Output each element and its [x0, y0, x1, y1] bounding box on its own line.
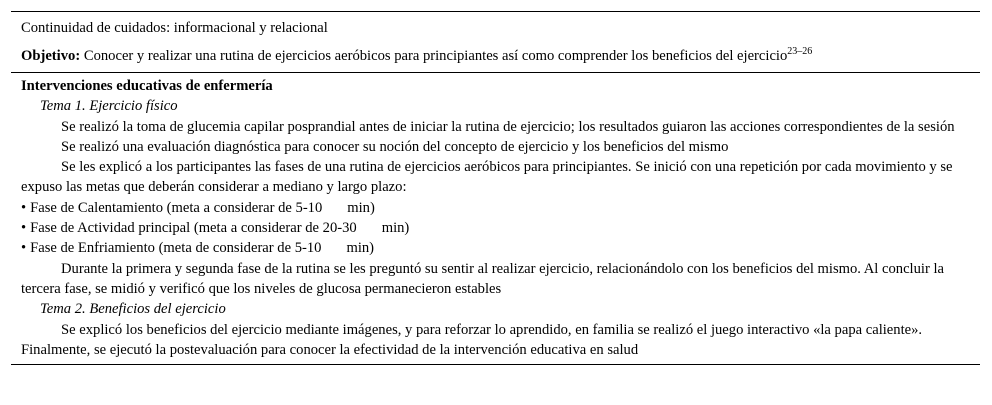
paragraph-phases: Se les explicó a los participantes las fases de una rutina de ejercicios aeróbicos para principiantes. Se inició con una repetición por cada movimiento y se expuso las metas que deberán considerar a mediano y largo plazo:: [21, 159, 953, 196]
continuity-line: Continuidad de cuidados: informacional y relacional: [21, 20, 328, 36]
bullet-warmup: [21, 198, 970, 218]
bullet-icon: •: [21, 199, 27, 216]
objective-reference: 23–26: [787, 46, 813, 57]
bullet-text: Fase de Enfriamiento (meta de considerar de 5-10: [30, 240, 322, 257]
topic-1-title: Tema 1. Ejercicio físico: [40, 98, 178, 115]
bullet-unit: min): [346, 240, 375, 257]
paragraph-glucose: Se realizó la toma de glucemia capilar posprandial antes de iniciar la rutina de ejercicio; los resultados guiaron las acciones correspondientes de la sesión: [61, 118, 955, 135]
objective-line: [21, 46, 970, 66]
bullet-icon: •: [21, 240, 27, 257]
objective-label: Objetivo:: [21, 48, 81, 64]
paragraph-diagnostic: Se realizó una evaluación diagnóstica para conocer su noción del concepto de ejercicio y los beneficios del mismo: [61, 138, 729, 155]
bullet-cooldown: [21, 238, 970, 258]
topic-2-title: Tema 2. Beneficios del ejercicio: [40, 301, 226, 318]
bullet-text: Fase de Calentamiento (meta a considerar de 5-10: [30, 199, 323, 216]
bullet-text: Fase de Actividad principal (meta a considerar de 20-30: [30, 220, 357, 237]
bullet-main-activity: [21, 218, 970, 238]
table-body: [11, 73, 980, 364]
bullet-unit: min): [381, 220, 410, 237]
table-header: [11, 12, 980, 73]
paragraph-routine-feedback: Durante la primera y segunda fase de la rutina se les preguntó su sentir al realizar ejercicio, relacionándolo con los beneficios del mismo. Al concluir la tercera fase, se midió y verificó que los niveles de glucosa permanecieron estables: [21, 260, 945, 297]
bullet-icon: •: [21, 220, 27, 237]
interventions-table: [11, 11, 980, 365]
bullet-unit: min): [347, 199, 375, 216]
paragraph-benefits: Se explicó los beneficios del ejercicio mediante imágenes, y para reforzar lo aprendido, en familia se realizó el juego interactivo «la papa caliente». Finalmente, se ejecutó la postevaluación para conocer la efectividad de la intervención educativa en salud: [21, 321, 923, 358]
section-title: Intervenciones educativas de enfermería: [21, 78, 273, 94]
objective-text: Conocer y realizar una rutina de ejercicios aeróbicos para principiantes así como comprender los beneficios del ejercicio: [80, 48, 788, 64]
